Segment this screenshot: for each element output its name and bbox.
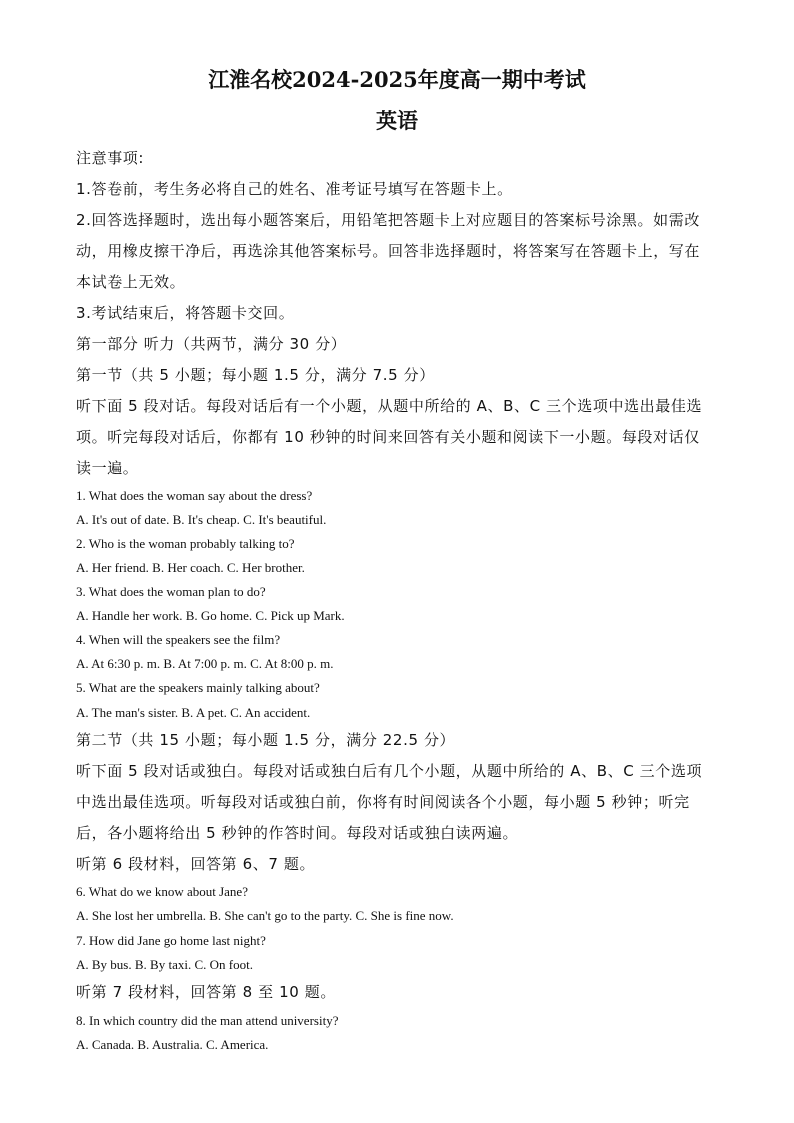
question-7: 7. How did Jane go home last night? bbox=[76, 933, 266, 948]
section2-instruction-line-1: 听下面 5 段对话或独白。每段对话或独白后有几个小题，从题中所给的 A、B、C 三个选项 bbox=[76, 762, 703, 780]
options-1: A. It's out of date. B. It's cheap. C. It's beautiful. bbox=[76, 512, 327, 527]
options-7: A. By bus. B. By taxi. C. On foot. bbox=[76, 957, 253, 972]
section1-heading: 第一节（共 5 小题；每小题 1.5 分，满分 7.5 分） bbox=[76, 366, 435, 384]
question-5: 5. What are the speakers mainly talking about? bbox=[76, 680, 320, 695]
question-6: 6. What do we know about Jane? bbox=[76, 884, 248, 899]
notice-item-2-line-2: 动，用橡皮擦干净后，再选涂其他答案标号。回答非选择题时，将答案写在答题卡上，写在 bbox=[76, 242, 701, 260]
section1-instruction-line-3: 读一遍。 bbox=[76, 459, 139, 477]
material-6-heading: 听第 6 段材料，回答第 6、7 题。 bbox=[76, 855, 316, 873]
notice-heading: 注意事项: bbox=[76, 149, 145, 167]
notice-item-3: 3.考试结束后，将答题卡交回。 bbox=[76, 304, 295, 322]
question-3: 3. What does the woman plan to do? bbox=[76, 584, 266, 599]
section2-heading: 第二节（共 15 小题；每小题 1.5 分，满分 22.5 分） bbox=[76, 731, 456, 749]
options-2: A. Her friend. B. Her coach. C. Her brother. bbox=[76, 560, 305, 575]
section1-instruction-line-1: 听下面 5 段对话。每段对话后有一个小题，从题中所给的 A、B、C 三个选项中选出最佳选 bbox=[76, 397, 703, 415]
part1-heading: 第一部分 听力（共两节，满分 30 分） bbox=[76, 335, 347, 353]
subject-title: 英语 bbox=[376, 108, 418, 133]
options-4: A. At 6:30 p. m. B. At 7:00 p. m. C. At 8:00 p. m. bbox=[76, 656, 334, 671]
notice-item-2-line-3: 本试卷上无效。 bbox=[76, 273, 186, 291]
options-5: A. The man's sister. B. A pet. C. An accident. bbox=[76, 705, 311, 720]
question-2: 2. Who is the woman probably talking to? bbox=[76, 536, 295, 551]
material-7-heading: 听第 7 段材料，回答第 8 至 10 题。 bbox=[76, 983, 336, 1001]
section1-instruction-line-2: 项。听完每段对话后，你都有 10 秒钟的时间来回答有关小题和阅读下一小题。每段对话仅 bbox=[76, 428, 700, 446]
section2-instruction-line-2: 中选出最佳选项。听每段对话或独白前，你将有时间阅读各个小题，每小题 5 秒钟；听完 bbox=[76, 793, 690, 811]
options-3: A. Handle her work. B. Go home. C. Pick up Mark. bbox=[76, 608, 345, 623]
question-1: 1. What does the woman say about the dress? bbox=[76, 488, 313, 503]
options-8: A. Canada. B. Australia. C. America. bbox=[76, 1037, 269, 1052]
options-6: A. She lost her umbrella. B. She can't go to the party. C. She is fine now. bbox=[76, 908, 454, 923]
exam-title: 江淮名校2024-2025年度高一期中考试 bbox=[208, 67, 586, 92]
notice-item-1: 1.答卷前，考生务必将自己的姓名、准考证号填写在答题卡上。 bbox=[76, 180, 513, 198]
section2-instruction-line-3: 后，各小题将给出 5 秒钟的作答时间。每段对话或独白读两遍。 bbox=[76, 824, 519, 842]
question-4: 4. When will the speakers see the film? bbox=[76, 632, 281, 647]
notice-item-2-line-1: 2.回答选择题时，选出每小题答案后，用铅笔把答题卡上对应题目的答案标号涂黑。如需改 bbox=[76, 211, 700, 229]
question-8: 8. In which country did the man attend university? bbox=[76, 1013, 339, 1028]
